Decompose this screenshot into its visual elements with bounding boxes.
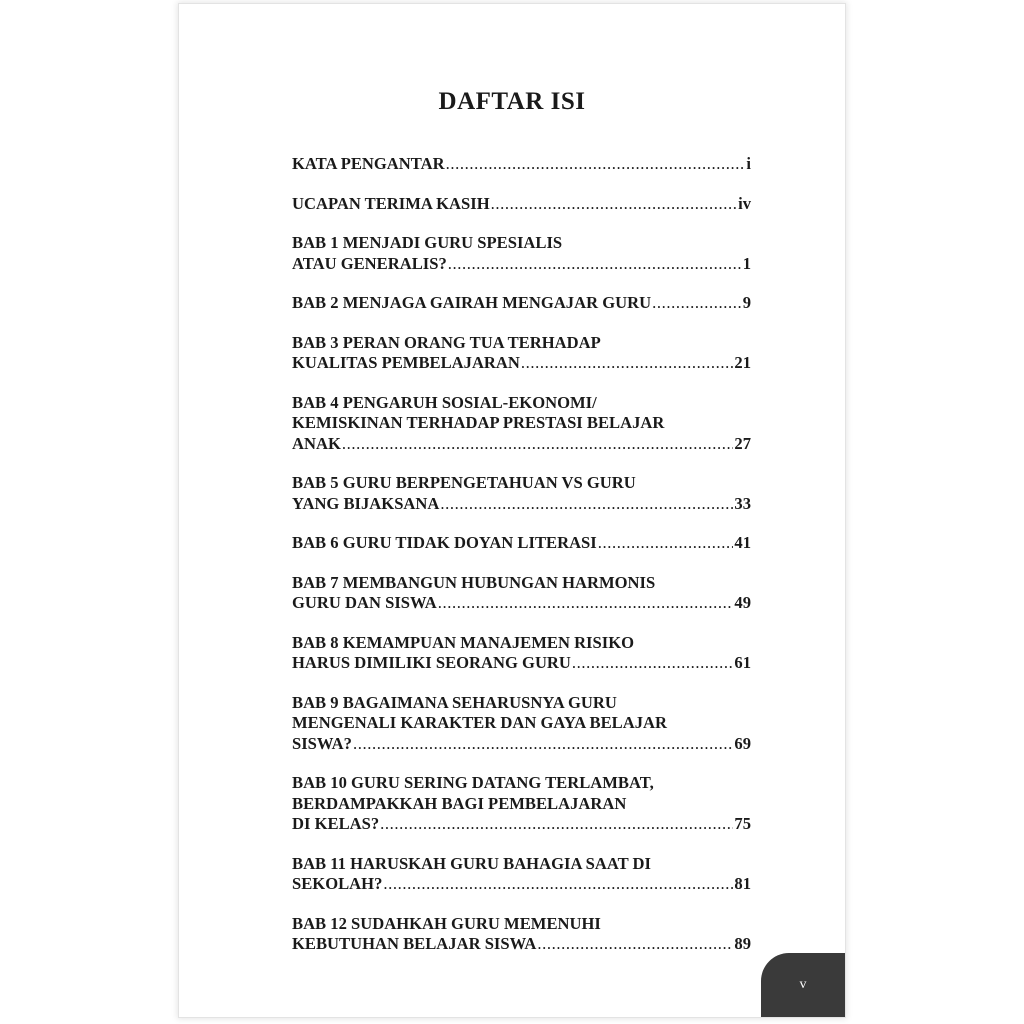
toc-entry-page-number: 27 xyxy=(734,433,751,453)
toc-entry-page-number: 1 xyxy=(742,253,751,273)
dot-leader xyxy=(383,874,733,895)
toc-entry-title-line: BAB 7 MEMBANGUN HUBUNGAN HARMONIS xyxy=(292,572,656,592)
toc-entry-title-line: MENGENALI KARAKTER DAN GAYA BELAJAR xyxy=(292,713,667,732)
toc-entry xyxy=(292,773,751,835)
dot-leader xyxy=(652,293,742,314)
toc-entry-page-number: 41 xyxy=(734,533,751,552)
toc-entry-title-line: KEBUTUHAN BELAJAR SISWA xyxy=(292,934,537,953)
toc-entry xyxy=(292,393,751,455)
toc-entry-title-line: BAB 1 MENJADI GURU SPESIALIS xyxy=(292,233,563,252)
toc-entry-page-number: 9 xyxy=(742,293,751,312)
toc-entry xyxy=(292,573,751,614)
toc-entry-leader-line xyxy=(292,533,751,554)
toc-entry-title-line: DI KELAS? xyxy=(292,814,380,833)
toc-entry xyxy=(292,293,751,314)
toc-entry-leader-line xyxy=(292,734,751,755)
dot-leader xyxy=(537,934,733,955)
toc-entry-leader-line xyxy=(292,353,751,374)
dot-leader xyxy=(572,653,734,674)
toc-entry-title-line: BERDAMPAKKAH BAGI PEMBELAJARAN xyxy=(292,793,627,813)
toc-entry-page-number: 89 xyxy=(734,934,751,953)
table-of-contents xyxy=(292,154,751,974)
toc-entry-title-line: HARUS DIMILIKI SEORANG GURU xyxy=(292,653,571,672)
toc-entry-title-line: BAB 11 HARUSKAH GURU BAHAGIA SAAT DI xyxy=(292,853,651,873)
toc-entry xyxy=(292,914,751,955)
toc-entry-leader-line xyxy=(292,593,751,614)
toc-entry xyxy=(292,533,751,554)
toc-entry-leader-line xyxy=(292,934,751,955)
toc-entry-page-number: 33 xyxy=(734,493,751,513)
toc-entry-page-number: i xyxy=(746,154,751,173)
page-title: DAFTAR ISI xyxy=(438,88,586,115)
toc-entry-title-line: KATA PENGANTAR xyxy=(292,154,445,173)
dot-leader xyxy=(521,353,734,374)
toc-entry-page-number: 69 xyxy=(734,733,751,753)
toc-entry xyxy=(292,233,751,274)
dot-leader xyxy=(598,533,734,554)
toc-entry-title-line: BAB 9 BAGAIMANA SEHARUSNYA GURU xyxy=(292,692,617,712)
toc-entry xyxy=(292,473,751,514)
toc-entry xyxy=(292,633,751,674)
dot-leader xyxy=(353,734,733,755)
toc-entry-title-line: BAB 10 GURU SERING DATANG TERLAMBAT, xyxy=(292,773,654,792)
dot-leader xyxy=(446,154,746,175)
toc-entry-leader-line xyxy=(292,874,751,895)
toc-entry-title-line: KEMISKINAN TERHADAP PRESTASI BELAJAR xyxy=(292,413,665,432)
toc-entry-page-number: 61 xyxy=(734,653,751,672)
toc-entry xyxy=(292,333,751,374)
toc-entry-leader-line xyxy=(292,154,751,175)
toc-entry-leader-line xyxy=(292,434,751,455)
toc-entry xyxy=(292,154,751,175)
toc-entry-title-line: GURU DAN SISWA xyxy=(292,593,437,612)
toc-entry-title-line: BAB 4 PENGARUH SOSIAL-EKONOMI/ xyxy=(292,392,597,412)
page-number-tab xyxy=(761,953,845,1017)
toc-entry-page-number: 75 xyxy=(734,814,751,833)
toc-entry-title-line: ANAK xyxy=(292,433,341,453)
dot-leader xyxy=(440,494,733,515)
toc-entry-title-line: YANG BIJAKSANA xyxy=(292,493,440,513)
toc-entry-page-number: 21 xyxy=(734,353,751,372)
toc-entry-title-line: BAB 3 PERAN ORANG TUA TERHADAP xyxy=(292,332,601,352)
toc-entry xyxy=(292,854,751,895)
toc-entry-title-line: BAB 6 GURU TIDAK DOYAN LITERASI xyxy=(292,533,597,552)
toc-entry-page-number: iv xyxy=(738,193,751,213)
toc-entry-page-number: 81 xyxy=(734,874,751,893)
toc-entry-leader-line xyxy=(292,814,751,835)
dot-leader xyxy=(342,434,734,455)
toc-entry-leader-line xyxy=(292,254,751,275)
toc-entry-title-line: BAB 8 KEMAMPUAN MANAJEMEN RISIKO xyxy=(292,632,635,652)
toc-entry-leader-line xyxy=(292,293,751,314)
toc-entry-title-line: ATAU GENERALIS? xyxy=(292,253,447,273)
toc-entry-title-line: BAB 2 MENJAGA GAIRAH MENGAJAR GURU xyxy=(292,293,652,312)
toc-entry-title-line: SISWA? xyxy=(292,733,352,753)
page-number: v xyxy=(799,977,807,992)
toc-entry-title-line: UCAPAN TERIMA KASIH xyxy=(292,193,490,213)
dot-leader xyxy=(491,194,737,215)
toc-entry-title-line: BAB 12 SUDAHKAH GURU MEMENUHI xyxy=(292,913,601,933)
toc-entry-page-number: 49 xyxy=(734,593,751,612)
toc-entry xyxy=(292,693,751,755)
dot-leader xyxy=(448,254,742,275)
dot-leader xyxy=(438,593,734,614)
toc-entry-title-line: KUALITAS PEMBELAJARAN xyxy=(292,353,520,372)
dot-leader xyxy=(380,814,733,835)
toc-entry-title-line: SEKOLAH? xyxy=(292,874,383,893)
toc-entry-leader-line xyxy=(292,194,751,215)
book-page xyxy=(179,4,845,1017)
toc-entry-leader-line xyxy=(292,653,751,674)
toc-entry-leader-line xyxy=(292,494,751,515)
toc-entry xyxy=(292,194,751,215)
toc-entry-title-line: BAB 5 GURU BERPENGETAHUAN VS GURU xyxy=(292,473,636,492)
